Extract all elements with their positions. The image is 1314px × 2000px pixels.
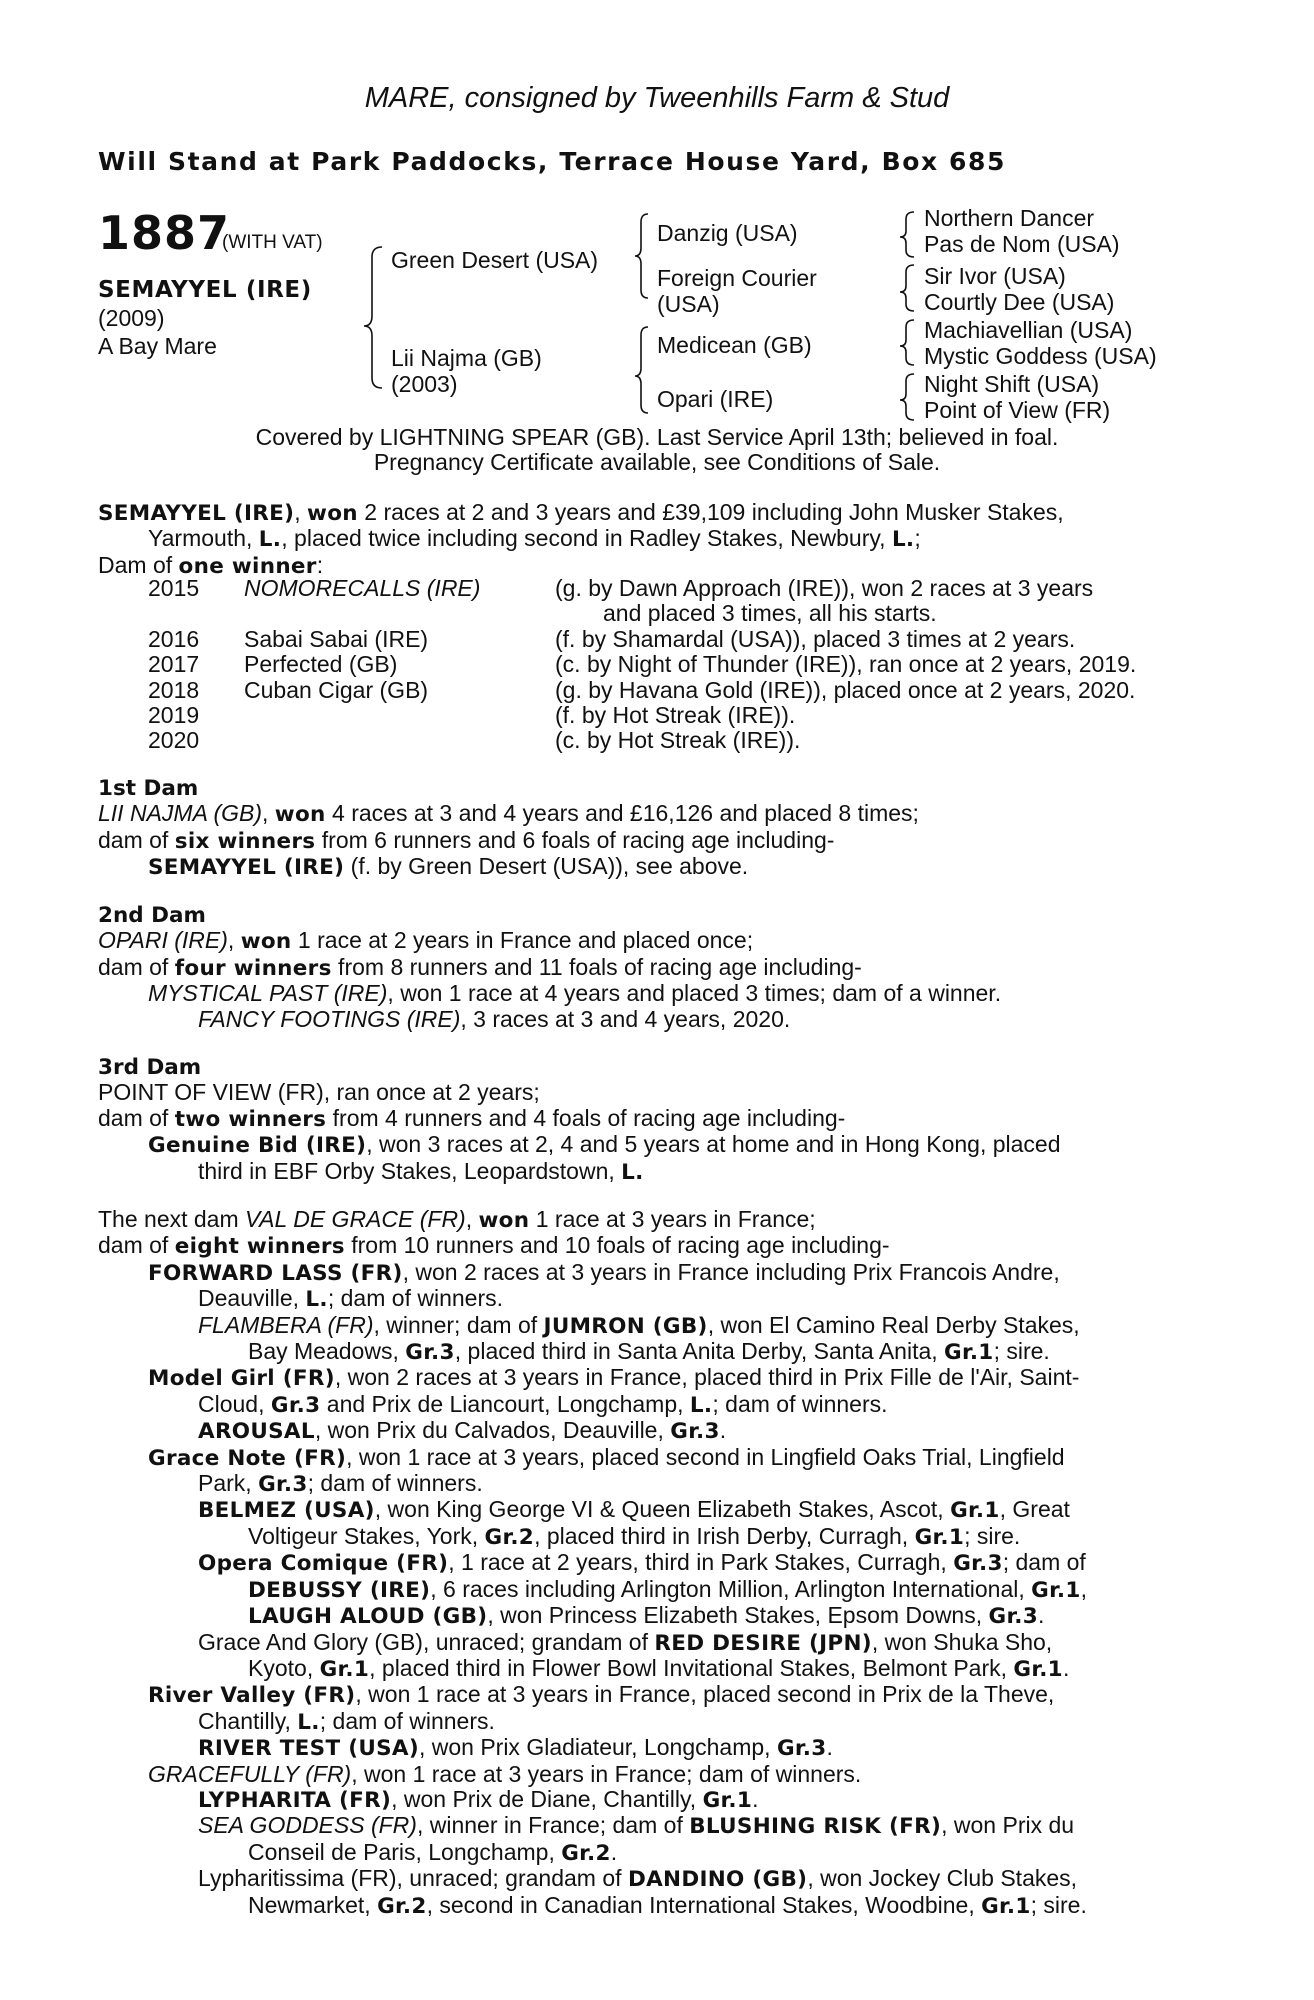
record-text: , 1 race at 2 years, third in Park Stakes, Curragh, <box>448 1549 954 1576</box>
grade-label: Gr.1 <box>1013 1656 1063 1682</box>
progeny-name: JUMRON (GB) <box>543 1313 708 1339</box>
progeny-name: FANCY FOOTINGS (IRE) <box>198 1005 461 1032</box>
record-text: , won 2 races at 3 years in France including Prix Francois Andre, <box>402 1258 1060 1285</box>
vat-note: (WITH VAT) <box>222 232 323 253</box>
grade-label: Gr.3 <box>953 1551 1003 1577</box>
progeny-name: Model Girl (FR) <box>148 1366 335 1392</box>
record-text: and Prix de Liancourt, Longchamp, <box>320 1390 690 1417</box>
won-label: won <box>478 1208 530 1233</box>
grade-label: Gr.1 <box>944 1340 994 1366</box>
record-text: Newmarket, <box>248 1891 378 1918</box>
grade-label: Gr.3 <box>258 1472 308 1498</box>
record-text: ; sire. <box>993 1338 1050 1365</box>
record-text: third in EBF Orby Stakes, Leopardstown, <box>198 1157 622 1184</box>
progeny-name: DEBUSSY (IRE) <box>248 1577 431 1603</box>
section-heading: 2nd Dam <box>98 903 206 928</box>
produce-row <box>148 678 1136 703</box>
record-text: ; dam of winners. <box>327 1285 503 1312</box>
record-text: , won 1 race at 3 years in France; dam of winners. <box>351 1760 862 1787</box>
grade-label: Gr.3 <box>670 1419 720 1445</box>
record-text: , 6 races including Arlington Million, Arlington International, <box>430 1575 1032 1602</box>
produce-name: Perfected (GB) <box>244 651 398 678</box>
record-text: ; <box>914 525 921 552</box>
winner-count: eight winners <box>174 1234 345 1260</box>
record-text: ; dam of <box>1002 1549 1086 1576</box>
record-text: , won 1 race at 3 years in France, placed second in Prix de la Theve, <box>355 1681 1055 1708</box>
record-text: , <box>1080 1575 1088 1602</box>
pedigree-sire-dam: Foreign Courier <box>657 265 817 291</box>
produce-year: 2019 <box>148 702 200 729</box>
section-heading: 1st Dam <box>98 776 199 801</box>
record-text: Park, <box>198 1470 259 1497</box>
pedigree-sds: Sir Ivor (USA) <box>924 263 1066 289</box>
third-dam-section <box>98 1055 1218 1185</box>
record-text: from 6 runners and 6 foals of racing age including- <box>315 826 835 853</box>
record-text: Chantilly, <box>198 1707 298 1734</box>
pedigree-sire: Green Desert (USA) <box>391 247 599 273</box>
record-text: The next dam <box>98 1206 246 1232</box>
record-text: , won Shuka Sho, <box>871 1628 1053 1655</box>
grade-label: Gr.1 <box>914 1524 965 1550</box>
produce-year: 2017 <box>148 651 200 678</box>
grade-label: Gr.1 <box>950 1498 1000 1524</box>
grade-label: Gr.1 <box>1031 1577 1081 1603</box>
record-text: Deauville, <box>198 1285 306 1312</box>
produce-detail-line: (f. by Shamardal (USA)), placed 3 times at 2 years. <box>555 625 1076 652</box>
produce-detail-line: (c. by Night of Thunder (IRE)), ran once at 2 years, 2019. <box>555 651 1137 678</box>
record-text: Cloud, <box>198 1390 271 1417</box>
produce-detail-line: and placed 3 times, all his starts. <box>603 600 937 627</box>
pedigree-dam-year: (2003) <box>391 371 458 397</box>
won-label: won <box>307 501 358 526</box>
record-text: , won 2 races at 3 years in France, placed third in Prix Fille de l'Air, Saint- <box>334 1364 1080 1391</box>
record-text: Yarmouth, <box>148 525 259 552</box>
listed-label: L. <box>689 1392 713 1418</box>
section-heading: 3rd Dam <box>98 1055 202 1080</box>
record-text: , won Prix de Diane, Chantilly, <box>391 1785 703 1812</box>
record-text: dam of <box>98 1104 175 1131</box>
pedigree-sss: Northern Dancer <box>924 205 1095 231</box>
record-text: , won 1 race at 3 years, placed second in Lingfield Oaks Trial, Lingfield <box>346 1443 1065 1470</box>
pedigree-sdd: Courtly Dee (USA) <box>924 289 1115 315</box>
record-text: , won Jockey Club Stakes, <box>807 1865 1078 1892</box>
record-text: ; sire. <box>1030 1891 1087 1918</box>
listed-label: L. <box>305 1287 328 1313</box>
winner-count: six winners <box>174 828 316 854</box>
progeny-name: FLAMBERA (FR) <box>198 1311 374 1338</box>
record-text: , winner in France; dam of <box>416 1812 690 1839</box>
record-text: . <box>826 1734 833 1761</box>
pedigree-dss: Machiavellian (USA) <box>924 317 1133 343</box>
record-text: dam of <box>98 826 175 853</box>
produce-detail <box>555 678 1136 703</box>
listed-label: L. <box>891 527 915 553</box>
record-text: Voltigeur Stakes, York, <box>248 1522 485 1549</box>
record-text: from 4 runners and 4 foals of racing age including- <box>326 1104 846 1131</box>
record-text: , won Princess Elizabeth Stakes, Epsom Downs, <box>487 1602 989 1629</box>
progeny-name: FORWARD LASS (FR) <box>148 1260 403 1286</box>
lot-number: 1887 <box>98 206 231 260</box>
progeny-name: Opera Comique (FR) <box>198 1551 449 1577</box>
record-text: , placed twice including second in Radley Stakes, Newbury, <box>281 525 892 552</box>
record-text: ; dam of winners. <box>319 1707 495 1734</box>
grade-label: Gr.1 <box>981 1893 1031 1919</box>
dam-name: LII NAJMA (GB) <box>98 800 262 827</box>
produce-detail-line: (g. by Dawn Approach (IRE)), won 2 races at 3 years <box>555 575 1094 601</box>
record-text: 1 race at 2 years in France and placed once; <box>291 927 754 954</box>
won-label: won <box>240 929 292 955</box>
horse-description: A Bay Mare <box>98 333 217 359</box>
grade-label: Gr.3 <box>988 1604 1039 1630</box>
winner-count: two winners <box>174 1106 327 1132</box>
produce-name: Sabai Sabai (IRE) <box>244 625 429 652</box>
produce-detail <box>555 728 1136 753</box>
second-dam-section: 2nd Dam OPARI (IRE), won 1 race at 2 years in France and placed once; dam of four winners from 8 runners and 11 foals of racing age including- MYSTICAL PAST (IRE), won 1 race at 4 years and placed 3 times; dam of a winner. FANCY FOOTINGS (IRE), 3 races at 3 and 4 years, 2020. <box>98 903 1218 1032</box>
progeny-name: GRACEFULLY (FR) <box>148 1760 352 1787</box>
grade-label: Gr.2 <box>377 1893 427 1919</box>
record-text: , placed third in Irish Derby, Curragh, <box>534 1522 915 1549</box>
produce-year: 2018 <box>148 676 200 703</box>
stand-location: Will Stand at Park Paddocks, Terrace House Yard, Box 685 <box>98 147 1007 176</box>
mare-record: SEMAYYEL (IRE), won 2 races at 2 and 3 years and £39,109 including John Musker Stakes, Yarmouth, L., placed twice including second in Radley Stakes, Newbury, L.; Dam of one winner: <box>98 499 1064 579</box>
record-text: , placed third in Santa Anita Derby, Santa Anita, <box>454 1338 945 1365</box>
produce-detail <box>555 627 1136 652</box>
listed-label: L. <box>258 527 282 553</box>
pedigree-ddd: Point of View (FR) <box>924 397 1111 423</box>
progeny-name: River Valley (FR) <box>148 1683 356 1709</box>
produce-detail-line: (g. by Havana Gold (IRE)), placed once at 2 years, 2020. <box>555 676 1136 703</box>
record-text: . <box>752 1785 759 1812</box>
progeny-name: MYSTICAL PAST (IRE) <box>148 980 388 1007</box>
produce-name <box>244 703 555 728</box>
record-text: dam of <box>98 1232 175 1259</box>
listed-label: L. <box>297 1709 320 1735</box>
produce-year: 2020 <box>148 727 200 754</box>
produce-name: NOMORECALLS (IRE) <box>244 575 481 601</box>
progeny-name: RIVER TEST (USA) <box>198 1736 419 1762</box>
record-text: (f. by Green Desert (USA)), see above. <box>344 853 749 880</box>
record-text: , won King George VI & Queen Elizabeth Stakes, Ascot, <box>374 1496 951 1523</box>
produce-year: 2015 <box>148 575 200 601</box>
progeny-name: AROUSAL <box>198 1419 315 1445</box>
pedigree-dam: Lii Najma (GB) <box>391 345 542 371</box>
progeny-name: BELMEZ (USA) <box>198 1498 375 1524</box>
progeny-name: RED DESIRE (JPN) <box>654 1630 872 1656</box>
record-text: : <box>316 551 324 578</box>
record-text: , won Prix du <box>941 1812 1075 1839</box>
dam-name: OPARI (IRE) <box>98 927 228 954</box>
record-text: from 8 runners and 11 foals of racing age including- <box>331 953 862 980</box>
produce-table <box>148 576 1136 754</box>
pedigree-dsd: Mystic Goddess (USA) <box>924 343 1157 369</box>
winner-count: one winner <box>178 553 317 579</box>
produce-row <box>148 728 1136 753</box>
record-text: ; sire. <box>964 1522 1021 1549</box>
pregnancy-note: Pregnancy Certificate available, see Conditions of Sale. <box>373 449 941 475</box>
dam-name: VAL DE GRACE (FR) <box>245 1206 466 1232</box>
record-text: , won 1 race at 4 years and placed 3 times; dam of a winner. <box>387 980 1002 1007</box>
pedigree-sire-dam-country: (USA) <box>657 291 720 317</box>
produce-detail <box>555 703 1136 728</box>
produce-row <box>148 703 1136 728</box>
record-text: . <box>719 1417 727 1444</box>
record-text: Grace And Glory (GB), unraced; grandam of <box>198 1628 655 1655</box>
grade-label: Gr.3 <box>270 1392 321 1418</box>
record-text: from 10 runners and 10 foals of racing age including- <box>344 1232 890 1259</box>
record-text: POINT OF VIEW (FR), ran once at 2 years; <box>98 1079 540 1106</box>
produce-name: Cuban Cigar (GB) <box>244 676 429 703</box>
grade-label: Gr.2 <box>561 1840 611 1866</box>
record-text: Dam of <box>98 551 179 578</box>
record-text: 1 race at 3 years in France; <box>529 1206 816 1232</box>
listed-label: L. <box>621 1159 644 1185</box>
pedigree-sire-sire: Danzig (USA) <box>657 220 798 246</box>
produce-year: 2016 <box>148 625 200 652</box>
progeny-name: LYPHARITA (FR) <box>198 1787 392 1813</box>
horse-year: (2009) <box>98 305 165 331</box>
grade-label: Gr.2 <box>484 1524 535 1550</box>
record-text: , won Prix du Calvados, Deauville, <box>314 1417 671 1444</box>
mare-record-text: 2 races at 2 and 3 years and £39,109 including John Musker Stakes, <box>357 499 1064 525</box>
record-text: . <box>610 1838 618 1865</box>
won-label: won <box>274 802 326 828</box>
winner-count: four winners <box>174 955 332 981</box>
pedigree-dam-dam: Opari (IRE) <box>657 386 774 412</box>
record-text: . <box>1062 1654 1070 1681</box>
record-text: , won 3 races at 2, 4 and 5 years at home and in Hong Kong, placed <box>366 1131 1061 1158</box>
record-text: 4 races at 3 and 4 years and £16,126 and placed 8 times; <box>325 800 919 827</box>
record-text: , Great <box>999 1496 1070 1523</box>
record-text: Bay Meadows, <box>248 1338 406 1365</box>
record-text: , winner; dam of <box>373 1311 544 1338</box>
progeny-name: BLUSHING RISK (FR) <box>689 1814 942 1840</box>
record-text: , 3 races at 3 and 4 years, 2020. <box>460 1005 791 1032</box>
progeny-name: Genuine Bid (IRE) <box>148 1133 367 1159</box>
progeny-name: Grace Note (FR) <box>148 1445 347 1471</box>
progeny-name: DANDINO (GB) <box>627 1867 808 1893</box>
produce-row <box>148 652 1136 677</box>
horse-name: SEMAYYEL (IRE) <box>98 277 312 303</box>
produce-detail-line: (c. by Hot Streak (IRE)). <box>555 727 801 754</box>
produce-detail-line: (f. by Hot Streak (IRE)). <box>555 702 796 729</box>
record-text: , placed third in Flower Bowl Invitational Stakes, Belmont Park, <box>369 1654 1014 1681</box>
produce-detail <box>555 652 1136 677</box>
next-dam-section: The next dam VAL DE GRACE (FR), won 1 race at 3 years in France; dam of eight winners from 10 runners and 10 foals of racing age including- FORWARD LASS (FR), won 2 races at 3 years in France including Prix Francois Andre, Deauville, L.; dam of winners. FLAMBERA (FR), winner; dam of JUMRON (GB), won El Camino Real Derby Stakes, Bay Meadows, Gr.3, placed third in Santa Anita Derby, Santa Anita, Gr.1; sire. Model Girl (FR), won 2 races at 3 years in France, placed third in Prix Fille de l'Air, Saint- Cloud, Gr.3 and Prix de Liancourt, Longchamp, L.; dam of winners. AROUSAL, won Prix du Calvados, Deauville, Gr.3. Grace Note (FR), won 1 race at 3 years, placed second in Lingfield Oaks Trial, Lingfield Park, Gr.3; dam of winners. BELMEZ (USA), won King George VI & Queen Elizabeth Stakes, Ascot, Gr.1, Great Voltigeur Stakes, York, Gr.2, placed third in Irish Derby, Curragh, Gr.1; sire. Opera Comique (FR), 1 race at 2 years, third in Park Stakes, Curragh, Gr.3; dam of DEBUSSY (IRE), 6 races including Arlington Million, Arlington International, Gr.1, LAUGH ALOUD (GB), won Princess Elizabeth Stakes, Epsom Downs, Gr.3. Grace And Glory (GB), unraced; grandam of RED DESIRE (JPN), won Shuka Sho, Kyoto, Gr.1, placed third in Flower Bowl Invitational Stakes, Belmont Park, Gr.1. River Valley (FR), won 1 race at 3 years in France, placed second in Prix de la Theve, Chantilly, L.; dam of winners. RIVER TEST (USA), won Prix Gladiateur, Longchamp, Gr.3. GRACEFULLY (FR), won 1 race at 3 years in France; dam of winners. LYPHARITA (FR), won Prix de Diane, Chantilly, Gr.1. SEA GODDESS (FR), winner in France; dam of BLUSHING RISK (FR), won Prix du Conseil de Paris, Longchamp, Gr.2. Lypharitissima (FR), unraced; grandam of DANDINO (GB), won Jockey Club Stakes, Newmarket, Gr.2, second in Canadian International Stakes, Woodbine, Gr.1; sire. <box>98 1206 1088 1919</box>
grade-label: Gr.3 <box>776 1736 827 1762</box>
mare-name: SEMAYYEL (IRE) <box>98 501 295 526</box>
consignment-title: MARE, consigned by Tweenhills Farm & Stud <box>364 82 950 114</box>
produce-row <box>148 576 1136 627</box>
record-text: Conseil de Paris, Longchamp, <box>248 1838 562 1865</box>
grade-label: Gr.3 <box>405 1340 455 1366</box>
pedigree-dds: Night Shift (USA) <box>924 371 1100 397</box>
record-text: dam of <box>98 953 175 980</box>
produce-detail <box>555 576 1136 627</box>
progeny-name: LAUGH ALOUD (GB) <box>248 1604 488 1630</box>
record-text: , won El Camino Real Derby Stakes, <box>707 1311 1080 1338</box>
produce-name <box>244 728 555 753</box>
record-text: , won Prix Gladiateur, Longchamp, <box>418 1734 777 1761</box>
progeny-name: SEA GODDESS (FR) <box>198 1812 417 1839</box>
record-text: Kyoto, <box>248 1654 320 1681</box>
pedigree-dam-sire: Medicean (GB) <box>657 332 812 358</box>
record-text: . <box>1038 1602 1045 1629</box>
cover-note: Covered by LIGHTNING SPEAR (GB). Last Service April 13th; believed in foal. <box>255 424 1059 450</box>
pedigree-ssd: Pas de Nom (USA) <box>924 231 1120 257</box>
grade-label: Gr.1 <box>702 1787 753 1813</box>
first-dam-section: 1st Dam LII NAJMA (GB), won 4 races at 3 and 4 years and £16,126 and placed 8 times; dam of six winners from 6 runners and 6 foals of racing age including- SEMAYYEL (IRE) (f. by Green Desert (USA)), see above. <box>98 776 1218 881</box>
progeny-name: SEMAYYEL (IRE) <box>148 855 345 881</box>
grade-label: Gr.1 <box>319 1656 370 1682</box>
record-text: Lypharitissima (FR), unraced; grandam of <box>198 1865 628 1892</box>
record-text: , second in Canadian International Stakes, Woodbine, <box>426 1891 982 1918</box>
record-text: ; dam of winners. <box>307 1470 483 1497</box>
record-text: ; dam of winners. <box>712 1390 888 1417</box>
produce-row <box>148 627 1136 652</box>
